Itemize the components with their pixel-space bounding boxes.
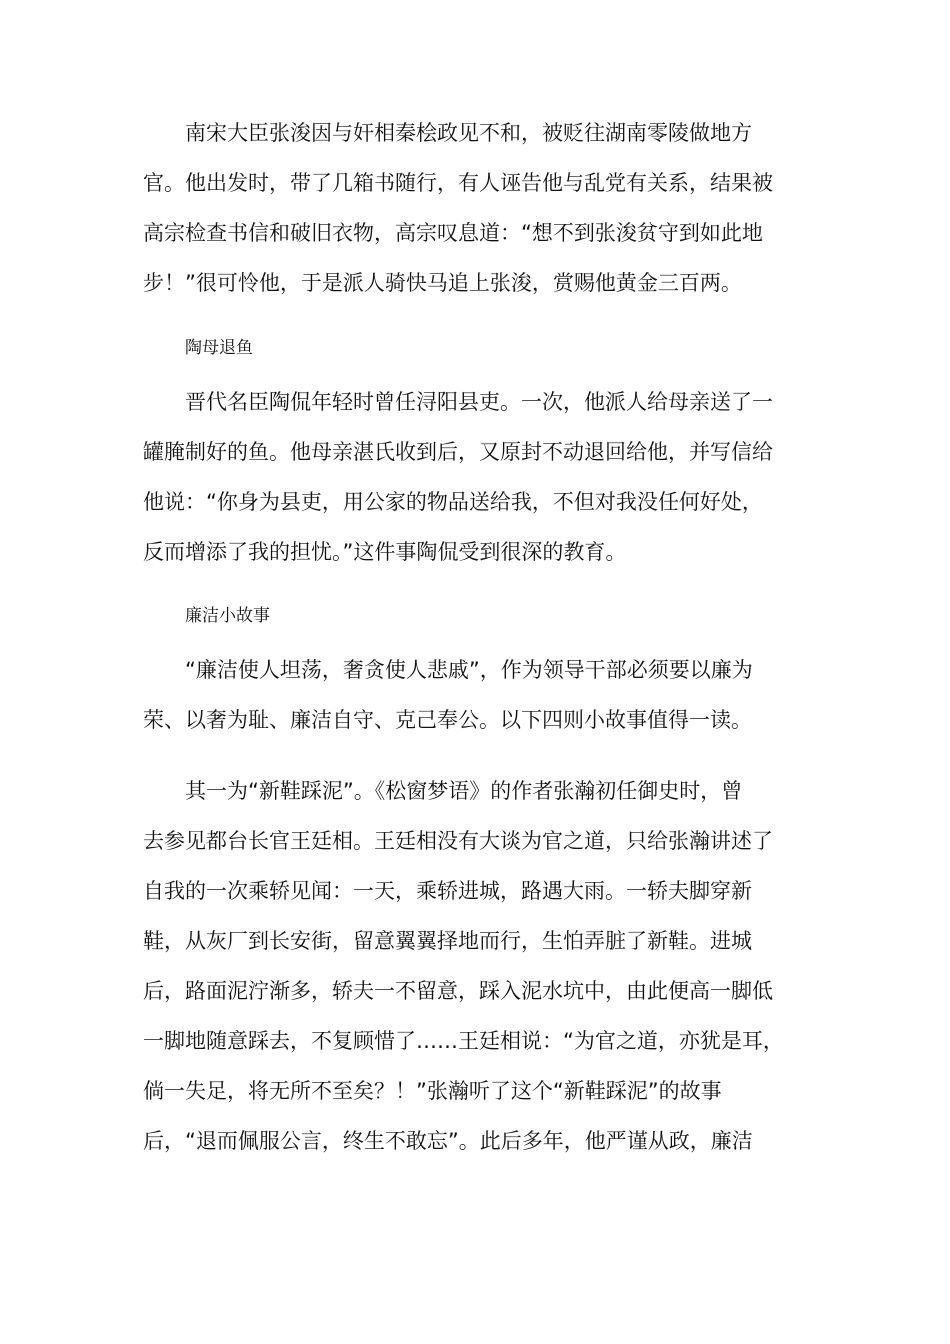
text-line: 后，“退而佩服公言，终生不敢忘”。此后多年，他严谨从政，廉洁 <box>143 1129 753 1153</box>
section-heading-tao-mu: 陶母退鱼 <box>185 338 253 358</box>
text-line: 后，路面泥泞渐多，轿夫一不留意，踩入泥水坑中，由此便高一脚低 <box>143 979 773 1003</box>
text-line: 荣、以奢为耻、廉洁自守、克己奉公。以下四则小故事值得一读。 <box>143 708 752 732</box>
text-line: “廉洁使人坦荡，奢贪使人悲戚”，作为领导干部必须要以廉为 <box>185 658 753 682</box>
text-line: 一脚地随意踩去，不复顾惜了……王廷相说：“为官之道，亦犹是耳， <box>143 1029 784 1053</box>
text-line: 南宋大臣张浚因与奸相秦桧政见不和，被贬往湖南零陵做地方 <box>185 121 752 145</box>
text-line: 反而增添了我的担忧。”这件事陶侃受到很深的教育。 <box>143 540 627 564</box>
text-line: 倘一失足，将无所不至矣？！”张瀚听了这个“新鞋踩泥”的故事 <box>143 1079 722 1103</box>
text-line: 官。他出发时，带了几箱书随行，有人诬告他与乱党有关系，结果被 <box>143 171 773 195</box>
text-line: 他说：“你身为县吏，用公家的物品送给我，不但对我没任何好处， <box>143 490 763 514</box>
section-heading-lian-jie: 廉洁小故事 <box>185 606 270 626</box>
text-line: 自我的一次乘轿见闻：一天，乘轿进城，路遇大雨。一轿夫脚穿新 <box>143 879 752 903</box>
paragraph-tao-kan <box>143 377 803 577</box>
text-line: 晋代名臣陶侃年轻时曾任浔阳县吏。一次，他派人给母亲送了一 <box>185 390 773 414</box>
paragraph-zhang-jun <box>143 108 803 308</box>
text-line: 高宗检查书信和破旧衣物，高宗叹息道：“想不到张浚贫守到如此地 <box>143 221 763 245</box>
paragraph-new-shoes <box>143 766 803 1166</box>
text-line: 其一为“新鞋踩泥”。《松窗梦语》的作者张瀚初任御史时，曾 <box>185 779 743 803</box>
paragraph-intro <box>143 645 803 745</box>
text-line: 罐腌制好的鱼。他母亲湛氏收到后，又原封不动退回给他，并写信给 <box>143 440 773 464</box>
text-line: 鞋，从灰厂到长安街，留意翼翼择地而行，生怕弄脏了新鞋。进城 <box>143 929 752 953</box>
text-line: 去参见都台长官王廷相。王廷相没有大谈为官之道，只给张瀚讲述了 <box>143 829 773 853</box>
text-line: 步！”很可怜他，于是派人骑快马追上张浚，赏赐他黄金三百两。 <box>143 271 742 295</box>
